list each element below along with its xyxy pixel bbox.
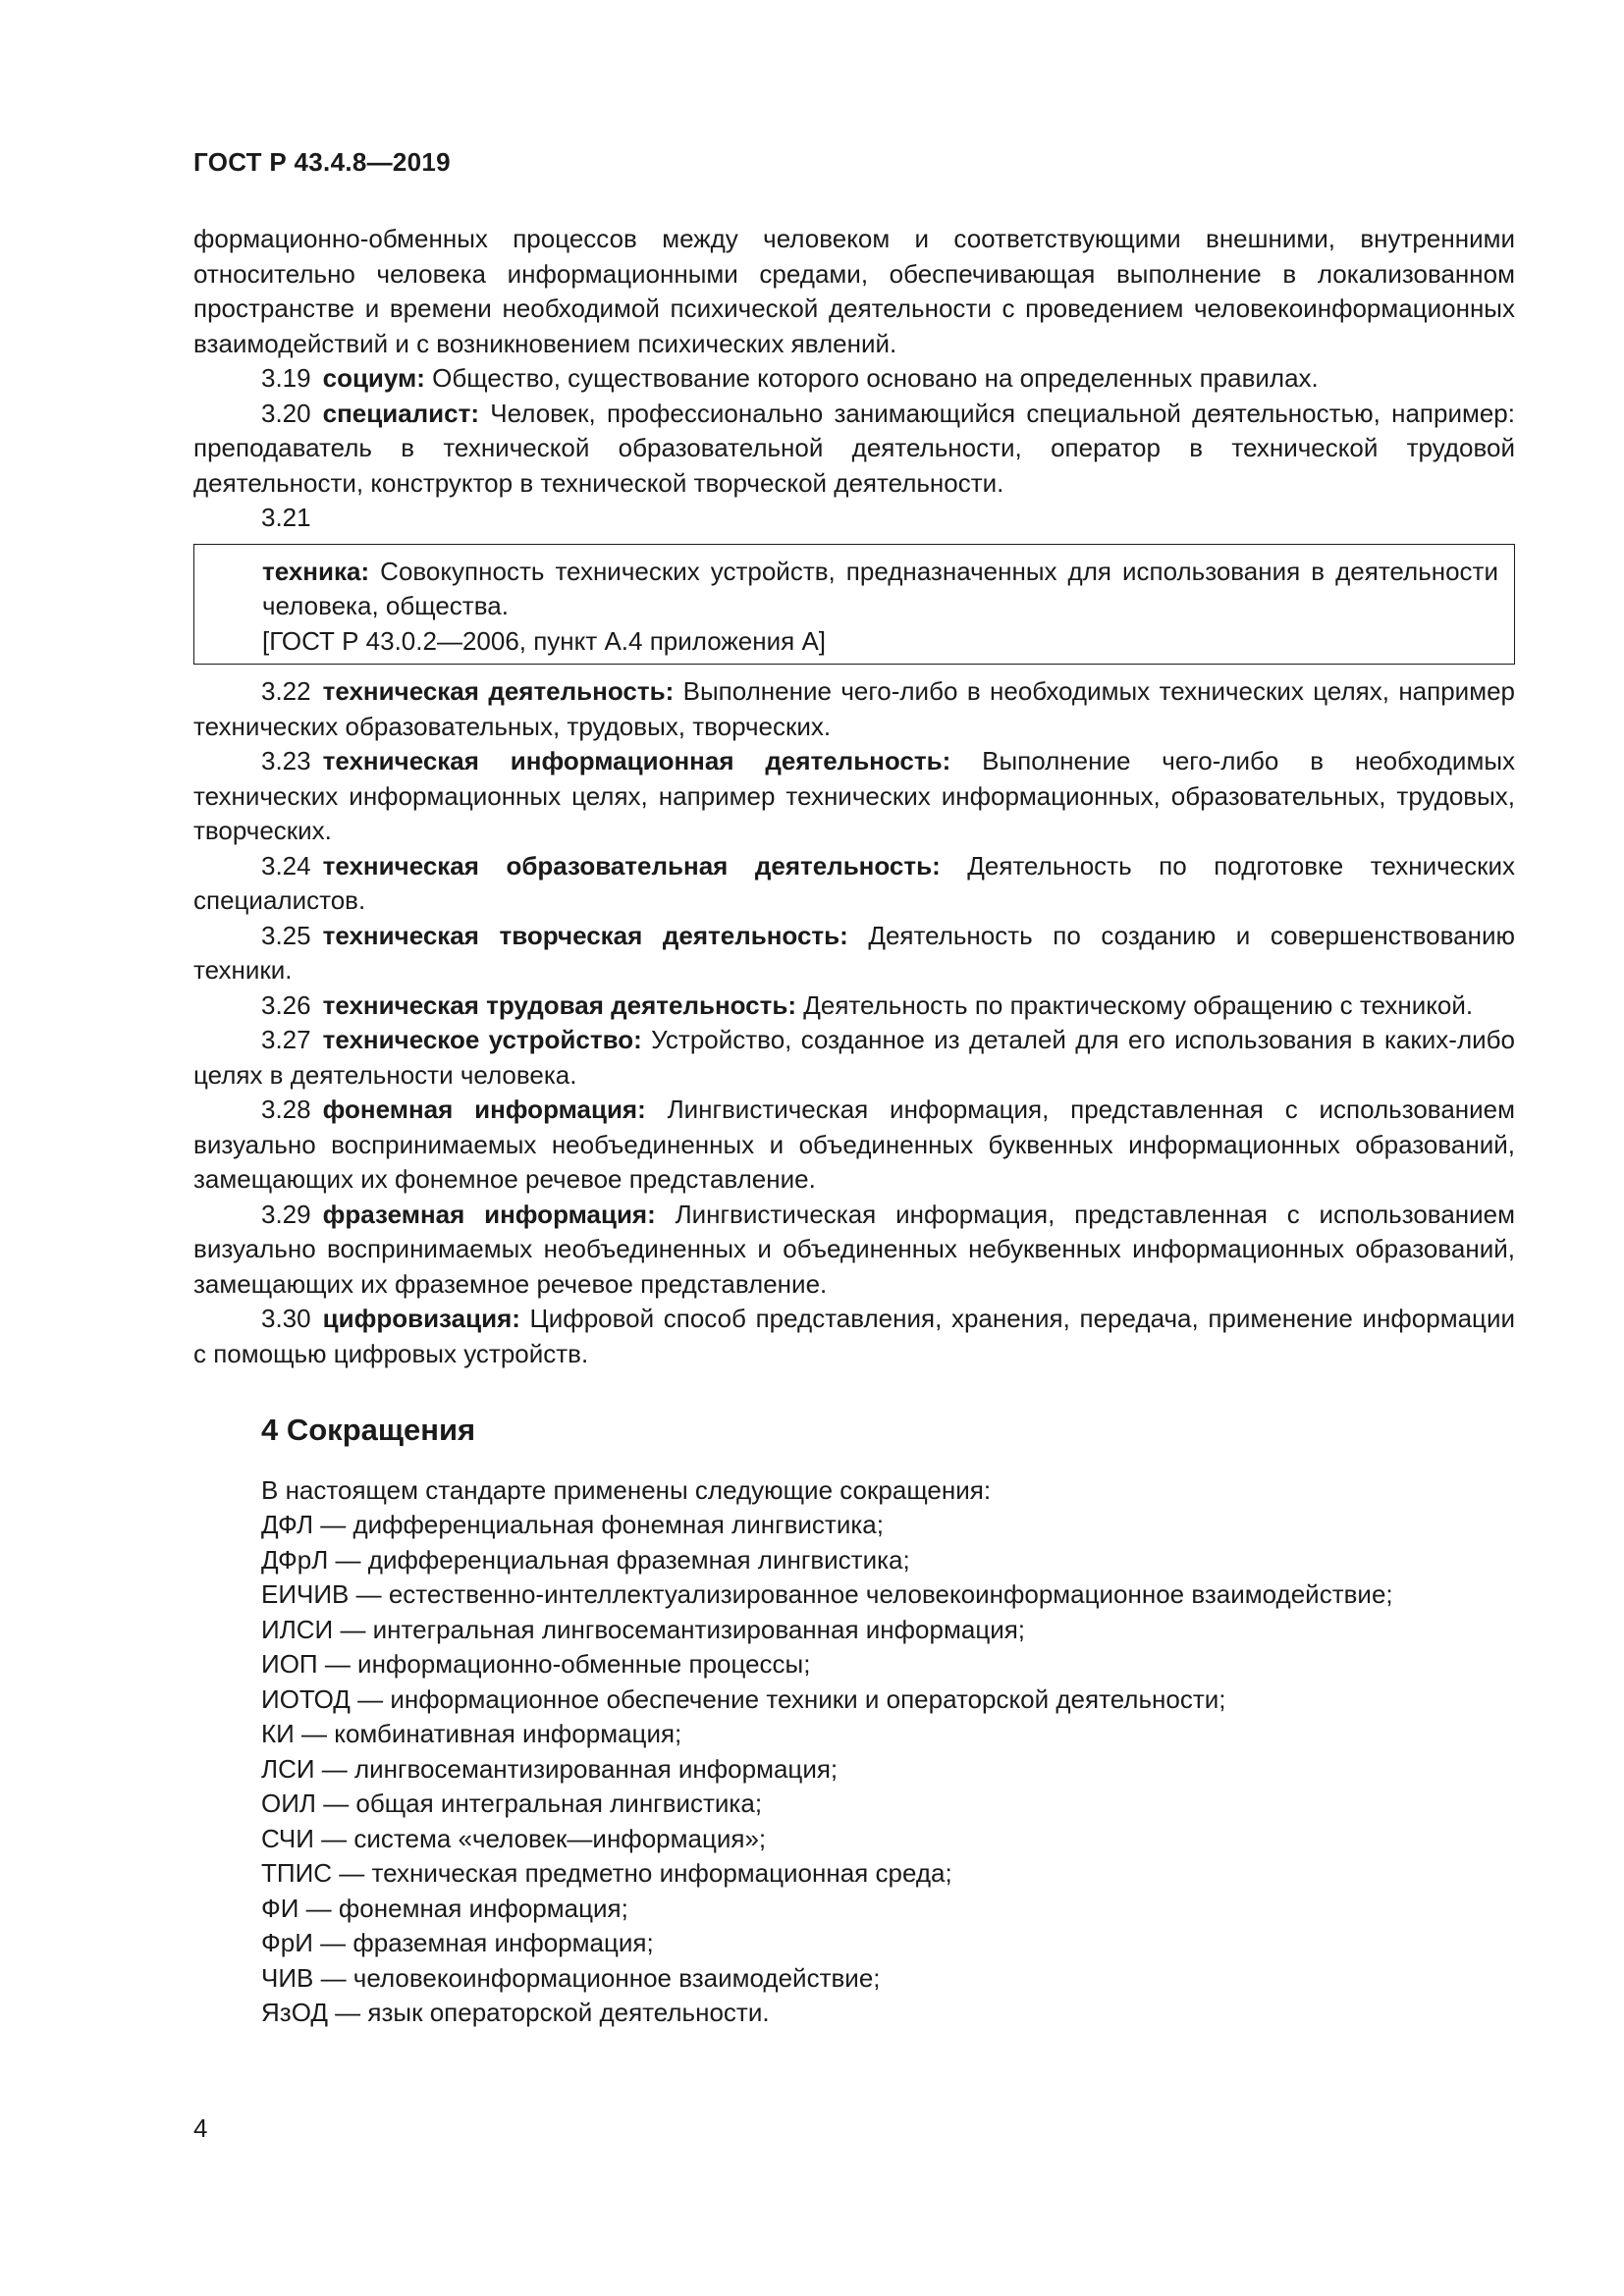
- abbreviation-item: ИЛСИ — интегральная лингвосемантизированная информация;: [261, 1614, 1026, 1644]
- term-definition: Совокупность технических устройств, предназначенных для использования в деятельности человека, общества.: [262, 556, 1498, 620]
- page-content: [193, 222, 1515, 2031]
- term-definition: Лингвистическая информация, представленная с использованием визуально воспринимаемых необъединенных и объединенных буквенных информационных образований, замещающих их фонемное речевое представление.: [193, 1095, 1515, 1194]
- term-number: 3.24: [261, 850, 311, 881]
- term-number: 3.28: [261, 1095, 311, 1124]
- term-3-28: [193, 1093, 1515, 1198]
- abbreviation-item: ЕИЧИВ — естественно-интеллектуализированное человекоинформационное взаимодействие;: [261, 1579, 1393, 1609]
- term-name: цифровизация:: [322, 1304, 520, 1333]
- term-definition: Деятельность по подготовке технических специалистов.: [193, 850, 1515, 915]
- boxed-term-text: [262, 555, 1498, 624]
- term-number: 3.20: [261, 398, 311, 428]
- term-name: социум:: [322, 363, 425, 393]
- term-definition: Выполнение чего-либо в необходимых технических целях, например технических образовательных, трудовых, творческих.: [193, 676, 1515, 741]
- term-definition: Лингвистическая информация, представленная с использованием визуально воспринимаемых необъединенных и объединенных небуквенных информационных образований, замещающих их фраземное речевое представление.: [193, 1199, 1516, 1299]
- abbreviations-list: [193, 1473, 1515, 2031]
- term-name: техническая деятельность:: [322, 676, 675, 706]
- abbreviation-item: ФИ — фонемная информация;: [261, 1893, 628, 1923]
- term-definition: Устройство, созданное из деталей для его использования в каких-либо целях в деятельности человека.: [193, 1025, 1515, 1090]
- term-3-25: [193, 919, 1515, 988]
- term-3-20: [193, 397, 1515, 502]
- abbreviation-item: ИОП — информационно-обменные процессы;: [261, 1649, 811, 1679]
- term-name: фонемная информация:: [322, 1095, 646, 1124]
- intro-paragraph: формационно-обменных процессов между человеком и соответствующими внешними, внутренними относительно человека информационными средами, обеспечивающая выполнение в локализованном пространстве и времени необходимой психической деятельности с проведением человекоинформационных взаимодействий и с возникновением психических явлений.: [193, 224, 1515, 358]
- page-number: 4: [193, 2113, 208, 2143]
- abbreviations-intro: В настоящем стандарте применены следующие сокращения:: [261, 1474, 992, 1505]
- term-3-24: [193, 849, 1515, 919]
- term-number: 3.25: [261, 920, 311, 950]
- term-definition: Деятельность по практическому обращению с техникой.: [796, 989, 1474, 1020]
- term-definition: Общество, существование которого основано на определенных правилах.: [424, 363, 1319, 393]
- boxed-term-citation: [ГОСТ Р 43.0.2—2006, пункт А.4 приложения А]: [262, 625, 827, 656]
- term-number: 3.23: [261, 746, 311, 775]
- section-title: 4 Сокращения: [261, 1413, 476, 1447]
- term-definition: Деятельность по созданию и совершенствованию техники.: [193, 920, 1515, 985]
- term-name: техническая трудовая деятельность:: [322, 989, 797, 1020]
- abbreviation-item: ДФрЛ — дифференциальная фраземная лингвистика;: [261, 1544, 910, 1575]
- term-number: 3.22: [261, 676, 311, 706]
- term-number: 3.29: [261, 1199, 311, 1229]
- term-number: 3.30: [261, 1304, 311, 1333]
- term-definition: Выполнение чего-либо в необходимых технических информационных целях, например технических информационных, образовательных, трудовых, творческих.: [193, 746, 1516, 845]
- term-3-26: [193, 988, 1515, 1024]
- abbreviation-item: ИОТОД — информационное обеспечение техники и операторской деятельности;: [261, 1683, 1226, 1714]
- abbreviation-item: ЧИВ — человекоинформационное взаимодействие;: [261, 1962, 881, 1993]
- term-name: техническая информационная деятельность:: [322, 746, 951, 775]
- term-3-30: [193, 1302, 1515, 1371]
- term-name: техническое устройство:: [322, 1025, 642, 1054]
- abbreviation-item: КИ — комбинативная информация;: [261, 1719, 682, 1748]
- abbreviation-item: ЯзОД — язык операторской деятельности.: [261, 1998, 770, 2027]
- term-3-19: [193, 361, 1515, 397]
- term-number: 3.26: [261, 989, 311, 1020]
- term-3-27: [193, 1023, 1515, 1093]
- abbreviation-item: ТПИС — техническая предметно информационная среда;: [261, 1858, 952, 1888]
- term-3-22: [193, 674, 1515, 744]
- term-name: специалист:: [322, 398, 480, 428]
- abbreviation-item: ОИЛ — общая интегральная лингвистика;: [261, 1789, 763, 1818]
- term-name: фраземная информация:: [322, 1199, 656, 1229]
- term-number: 3.19: [261, 363, 311, 393]
- term-number: 3.27: [261, 1025, 311, 1054]
- document-header: ГОСТ Р 43.4.8—2019: [193, 147, 451, 177]
- term-name: техническая образовательная деятельность:: [322, 850, 941, 881]
- term-name: техника:: [262, 556, 370, 586]
- term-3-29: [193, 1198, 1515, 1303]
- abbreviation-item: СЧИ — система «человек—информация»;: [261, 1823, 767, 1853]
- term-definition: Человек, профессионально занимающийся специальной деятельностью, например: преподаватель в технической образовательной деятельности, оператор в технической трудовой деятельности, конструктор в технической творческой деятельности.: [193, 398, 1515, 498]
- abbreviation-item: ЛСИ — лингвосемантизированная информация;: [261, 1753, 839, 1784]
- term-definition: Цифровой способ представления, хранения, передача, применение информации с помощью цифровых устройств.: [193, 1304, 1515, 1368]
- term-name: техническая творческая деятельность:: [322, 920, 848, 950]
- terms-list: [193, 674, 1515, 1371]
- abbreviation-item: ФрИ — фраземная информация;: [261, 1928, 654, 1957]
- boxed-term: [193, 544, 1515, 666]
- term-3-21-number: 3.21: [261, 503, 311, 532]
- abbreviation-item: ДФЛ — дифференциальная фонемная лингвистика;: [261, 1510, 884, 1539]
- term-3-23: [193, 744, 1515, 849]
